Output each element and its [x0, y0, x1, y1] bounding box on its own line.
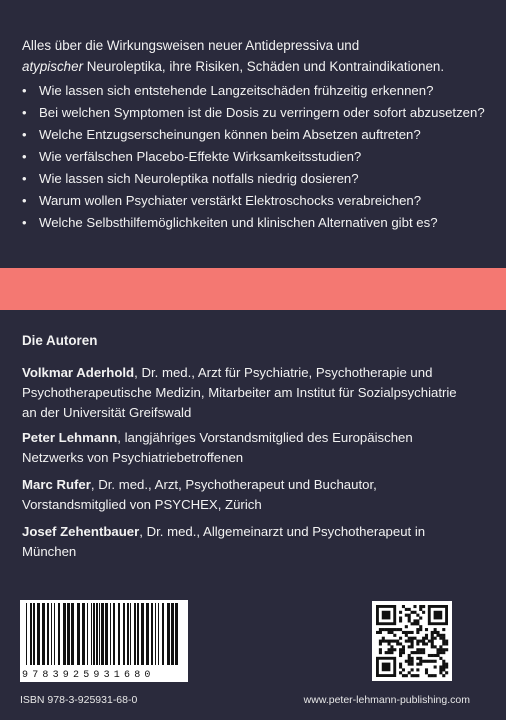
author-description: , Dr. med., Arzt, Psychotherapeut und Buchautor, — [90, 477, 377, 492]
barcode-bars — [24, 603, 184, 665]
question-text: Wie verfälschen Placebo-Effekte Wirksamkeitsstudien? — [39, 149, 362, 164]
author-entry-zehentbauer — [22, 522, 492, 562]
isbn-barcode — [20, 600, 188, 682]
author-description: , Dr. med., Allgemeinarzt und Psychotherapeut in — [139, 524, 426, 539]
question-item — [22, 190, 500, 212]
author-line: München — [22, 544, 77, 559]
author-name: Volkmar Aderhold — [22, 365, 135, 380]
author-entry-lehmann — [22, 428, 492, 468]
intro-line-2-rest: Neuroleptika, ihre Risiken, Schäden und Kontraindikationen. — [83, 59, 445, 74]
intro-italic-word: atypischer — [22, 59, 84, 74]
question-list — [22, 80, 500, 234]
author-line — [22, 428, 492, 448]
question-text: Wie lassen sich entstehende Langzeitschäden frühzeitig erkennen? — [39, 83, 434, 98]
author-line — [22, 363, 492, 383]
question-text: Warum wollen Psychiater verstärkt Elektroschocks verabreichen? — [39, 193, 422, 208]
bullet-icon: • — [22, 149, 27, 164]
bullet-icon: • — [22, 83, 27, 98]
barcode-digits: 9783925931680 — [22, 670, 155, 681]
intro-line-1: Alles über die Wirkungsweisen neuer Antidepressiva und — [22, 38, 360, 53]
question-text: Bei welchen Symptomen ist die Dosis zu verringern oder sofort abzusetzen? — [39, 105, 485, 120]
question-item — [22, 102, 500, 124]
question-item — [22, 168, 500, 190]
intro-paragraph — [22, 35, 492, 77]
author-entry-aderhold — [22, 363, 492, 423]
qr-code — [372, 601, 452, 681]
qr-code-pattern — [372, 601, 452, 681]
question-item — [22, 124, 500, 146]
question-text: Welche Selbsthilfemöglichkeiten und klinischen Alternativen gibt es? — [39, 215, 438, 230]
author-line: Psychotherapeutische Medizin, Mitarbeiter am Institut für Sozialpsychiatrie — [22, 385, 457, 400]
accent-band — [0, 268, 506, 310]
author-name: Josef Zehentbauer — [22, 524, 140, 539]
isbn-text: ISBN 978-3-925931-68-0 — [20, 694, 138, 706]
author-entry-rufer — [22, 475, 492, 515]
author-name: Marc Rufer — [22, 477, 91, 492]
author-name: Peter Lehmann — [22, 430, 118, 445]
question-text: Welche Entzugserscheinungen können beim Absetzen auftreten? — [39, 127, 421, 142]
author-line — [22, 475, 492, 495]
question-item — [22, 146, 500, 168]
question-item — [22, 212, 500, 234]
author-description: , langjähriges Vorstandsmitglied des Europäischen — [117, 430, 413, 445]
author-description: , Dr. med., Arzt für Psychiatrie, Psychotherapie und — [134, 365, 433, 380]
question-text: Wie lassen sich Neuroleptika notfalls niedrig dosieren? — [39, 171, 359, 186]
author-line: an der Universität Greifswald — [22, 405, 192, 420]
bullet-icon: • — [22, 127, 27, 142]
bullet-icon: • — [22, 215, 27, 230]
author-line: Netzwerks von Psychiatriebetroffenen — [22, 450, 244, 465]
authors-heading: Die Autoren — [22, 333, 98, 348]
publisher-url: www.peter-lehmann-publishing.com — [303, 694, 470, 706]
author-line — [22, 522, 492, 542]
bullet-icon: • — [22, 105, 27, 120]
bullet-icon: • — [22, 171, 27, 186]
intro-line-2 — [22, 56, 492, 77]
question-item — [22, 80, 500, 102]
bullet-icon: • — [22, 193, 27, 208]
author-line: Vorstandsmitglied von PSYCHEX, Zürich — [22, 497, 262, 512]
